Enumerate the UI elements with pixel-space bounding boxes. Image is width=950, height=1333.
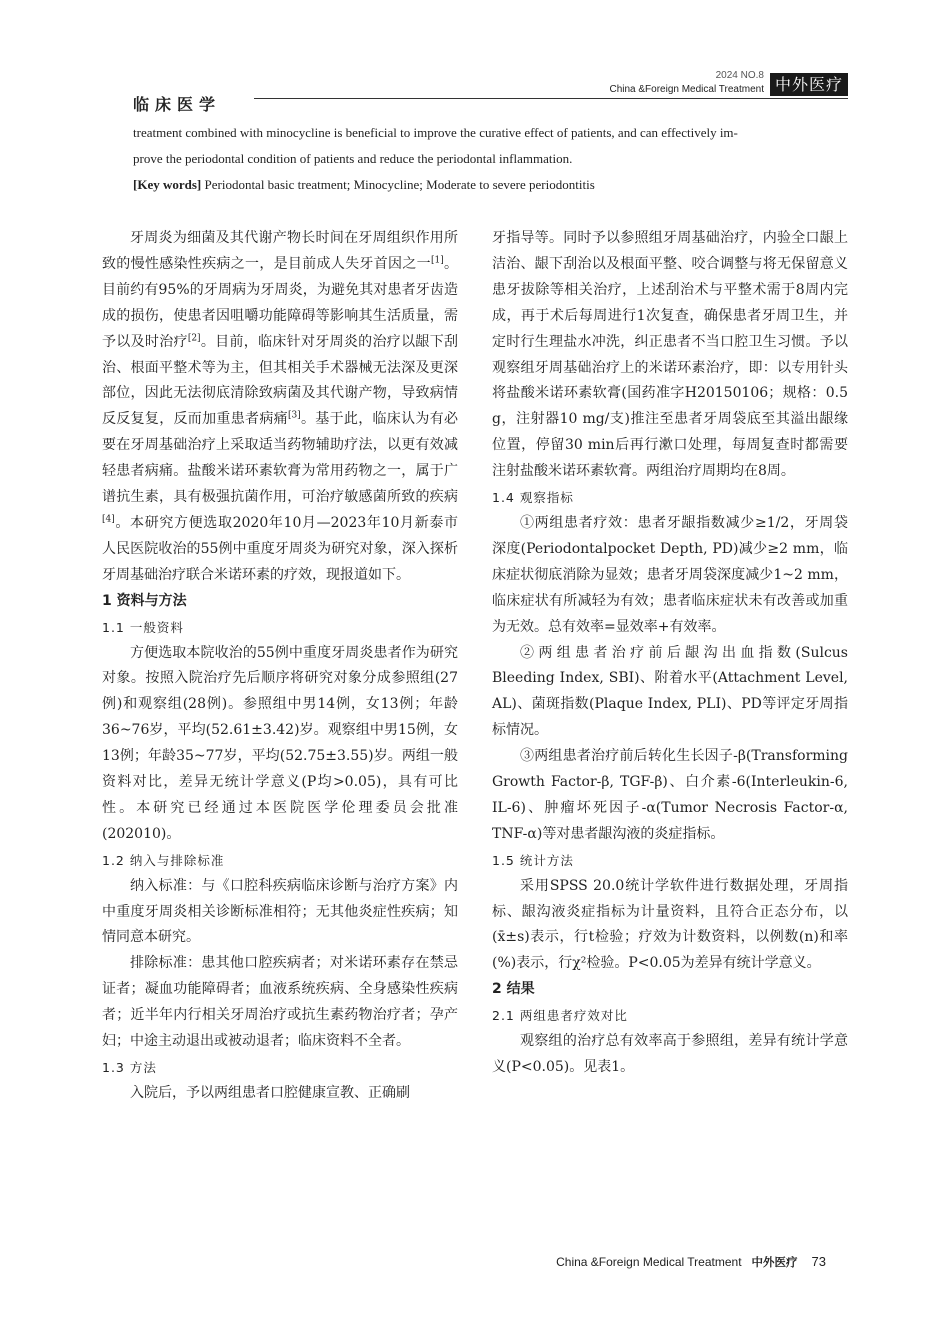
heading-methods: 1 资料与方法 [102, 592, 187, 609]
journal-logo: 中外医疗 [770, 73, 848, 96]
observe-item-1: ①两组患者疗效：患者牙龈指数减少≥1/2，牙周袋深度(Periodontalpocket Depth, PD)减少≥2 mm，临床症状彻底消除为显效；患者牙周袋深度减少1~2 mm，临床症状有所减轻为有效；患者临床症状未有改善或加重为无效。总有效率=显效率+有效率。 [492, 514, 848, 635]
observe-item-2: ②两组患者治疗前后龈沟出血指数(Sulcus Bleeding Index, SBI)、附着水平(Attachment Level, AL)、菌斑指数(Plaque Index, PLI)、PD等评定牙周指标情况。 [492, 644, 848, 739]
citation[interactable]: [4] [102, 514, 115, 525]
general-paragraph: 方便选取本院收治的55例中重度牙周炎患者作为研究对象。按照入院治疗先后顺序将研究对象分成参照组(27例)和观察组(28例)。参照组中男14例，女13例；年龄36~76岁，平均(52.61±3.42)岁。观察组中男15例，女13例；年龄35~77岁，平均(52.75±3.55)岁。两组一般资料对比，差异无统计学意义(P均>0.05)，具有可比性。本研究已经通过本医院医学伦理委员会批准(202010)。 [102, 644, 458, 842]
observe-item-3: ③两组患者治疗前后转化生长因子-β(Transforming Growth Factor-β, TGF-β)、白介素-6(Interleukin-6, IL-6)、肿瘤坏死因子-α(Tumor Necrosis Factor-α, TNF-α)等对患者龈沟液的炎症指标。 [492, 748, 848, 842]
page-number: 73 [811, 1254, 826, 1269]
section-title: 临床医学 [133, 95, 222, 114]
heading-method: 1.3 方法 [102, 1060, 157, 1075]
footer-journal-cn: 中外医疗 [751, 1255, 798, 1269]
journal-name-en: China &Foreign Medical Treatment [609, 84, 764, 95]
citation[interactable]: [3] [287, 410, 301, 421]
right-column [492, 226, 848, 1081]
heading-criteria: 1.2 纳入与排除标准 [102, 852, 225, 868]
header-rule [254, 98, 848, 99]
footer-journal-en: China &Foreign Medical Treatment [556, 1255, 742, 1269]
keywords-text: Periodontal basic treatment; Minocycline; Moderate to severe periodontitis [201, 177, 595, 192]
method-paragraph-cont: 牙指导等。同时予以参照组牙周基础治疗，内验全口龈上洁治、龈下刮治以及根面平整、咬合调整与将无保留意义患牙拔除等相关治疗，上述刮治术与平整术需于8周内完成，再于术后每周进行1次复查，确保患者牙周卫生，并定时行生理盐水冲洗，纠正患者不当口腔卫生习惯。予以观察组牙周基础治疗上的米诺环素治疗，即：以专用针头将盐酸米诺环素软膏(国药准字H20150106；规格：0.5 g，注射器10 mg/支)推注至患者牙周袋底至其溢出龈缘位置，停留30 min后再行漱口处理，每周复查时都需要注射盐酸米诺环素软膏。两组治疗周期均在8周。 [492, 230, 848, 480]
heading-observe: 1.4 观察指标 [492, 490, 574, 506]
heading-efficacy: 2.1 两组患者疗效对比 [492, 1008, 628, 1024]
keywords-label: [Key words] [133, 177, 202, 192]
citation[interactable]: [2] [187, 332, 201, 343]
abstract [133, 120, 849, 198]
heading-general: 1.1 一般资料 [102, 619, 184, 635]
exclusion-paragraph: 排除标准：患其他口腔疾病者；对米诺环素存在禁忌证者；凝血功能障碍者；血液系统疾病、全身感染性疾病者；近半年内行相关牙周治疗或抗生素药物治疗者；孕产妇；中途主动退出或被动退者；临床资料不全者。 [102, 955, 458, 1050]
stats-paragraph: 采用SPSS 20.0统计学软件进行数据处理，牙周指标、龈沟液炎症指标为计量资料，且符合正态分布，以(x̄±s)表示，行t检验；疗效为计数资料，以例数(n)和率(%)表示，行χ²检验。P<0.05为差异有统计学意义。 [492, 877, 848, 972]
intro-paragraph: 牙周炎为细菌及其代谢产物长时间在牙周组织作用所致的慢性感染性疾病之一，是目前成人失牙首因之一[1]。目前约有95%的牙周病为牙周炎，为避免其对患者牙齿造成的损伤，使患者因咀嚼功能障碍等影响其生活质量，需予以及时治疗[2]。目前，临床针对牙周炎的治疗以龈下刮治、根面平整术等为主，但其相关手术器械无法深及更深部位，因此无法彻底清除致病菌及其代谢产物，导致病情反反复复，反而加重患者病痛[3]。基于此，临床认为有必要在牙周基础治疗上采取适当药物辅助疗法，以更有效减轻患者病痛。盐酸米诺环素软膏为常用药物之一，属于广谱抗生素，具有极强抗菌作用，可治疗敏感菌所致的疾病[4]。本研究方便选取2020年10月—2023年10月新泰市人民医院收治的55例中重度牙周炎为研究对象，深入探析牙周基础治疗联合米诺环素的疗效，现报道如下。 [102, 230, 459, 583]
inclusion-paragraph: 纳入标准：与《口腔科疾病临床诊断与治疗方案》内中重度牙周炎相关诊断标准相符；无其他炎症性疾病；知情同意本研究。 [102, 877, 458, 946]
efficacy-paragraph: 观察组的治疗总有效率高于参照组，差异有统计学意义(P<0.05)。见表1。 [492, 1033, 848, 1075]
page-footer [556, 1254, 826, 1270]
method-paragraph: 入院后，予以两组患者口腔健康宣教、正确刷 [130, 1084, 410, 1101]
heading-results: 2 结果 [492, 981, 535, 998]
year-issue: 2024 NO.8 [715, 70, 764, 81]
keywords [133, 172, 849, 198]
abstract-line: prove the periodontal condition of patients and reduce the periodontal inflammation. [133, 151, 573, 166]
abstract-line: treatment combined with minocycline is beneficial to improve the curative effect of patients, and can effectively im- [133, 125, 738, 140]
heading-stats: 1.5 统计方法 [492, 852, 574, 868]
left-column [102, 226, 458, 1107]
citation[interactable]: [1] [430, 255, 444, 266]
